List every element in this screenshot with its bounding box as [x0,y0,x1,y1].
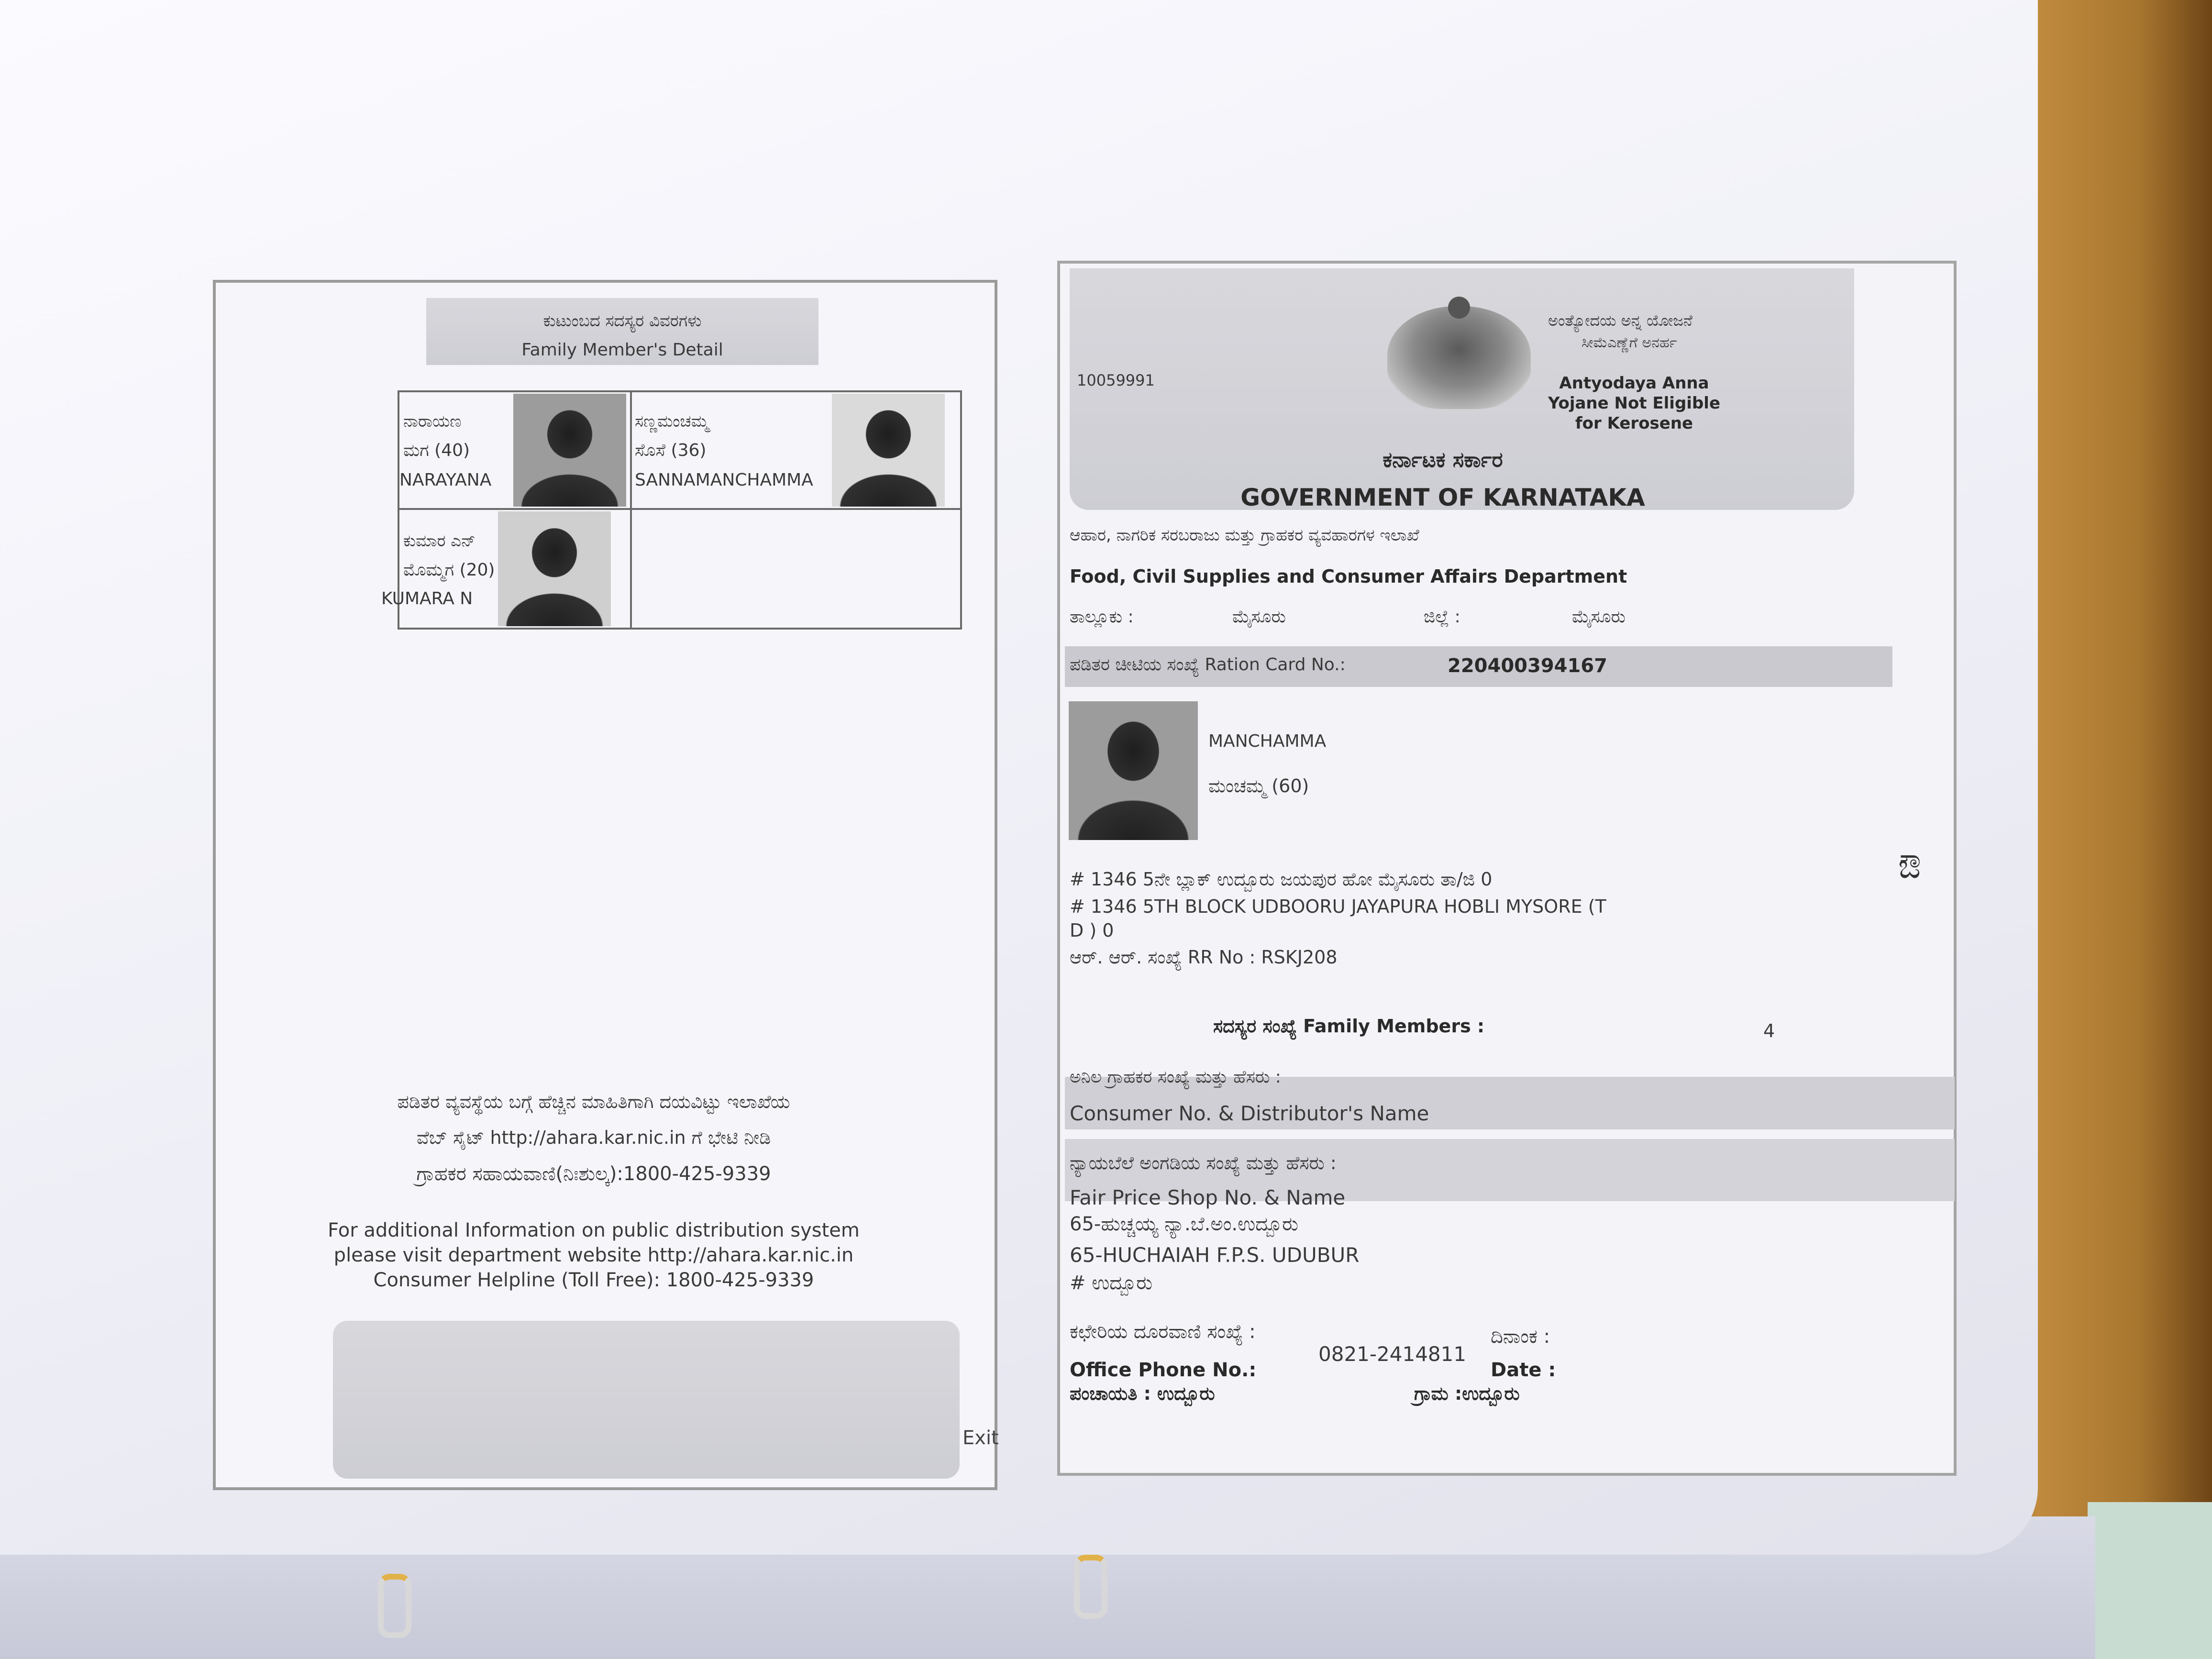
rr-number: ಆರ್. ಆರ್. ಸಂಖ್ಯೆ RR No : RSKJ208 [1070,947,1338,968]
scheme-en: Yojane Not Eligible [1548,394,1721,413]
holder-name-en: MANCHAMMA [1208,731,1327,751]
phone-label-kn: ಕಛೇರಿಯ ದೂರವಾಣಿ ಸಂಖ್ಯೆ : [1070,1321,1256,1343]
scheme-kn: ಸೀಮೆಎಣ್ಣೆಗೆ ಅನರ್ಹ [1582,334,1677,351]
address-kn: # 1346 5ನೇ ಬ್ಲಾಕ್ ಉದ್ಬೂರು ಜಯಪುರ ಹೋ ಮೈಸೂರು ತಾ/ಜಿ 0 [1070,869,1493,890]
scheme-kn: ಅಂತ್ಯೋದಯ ಅನ್ನ ಯೋಜನೆ [1548,311,1692,330]
member-name-en: KUMARA N [381,589,473,608]
date-label-kn: ದಿನಾಂಕ : [1491,1326,1550,1348]
taluk-label: ತಾಲ್ಲೂಕು : [1070,607,1134,627]
footer-shade [333,1321,960,1479]
family-header-kn: ಕುಟುಂಬದ ಸದಸ್ಯರ ವಿವರಗಳು [543,311,702,331]
consumer-label-en: Consumer No. & Distributor's Name [1070,1102,1429,1125]
dept-en: Food, Civil Supplies and Consumer Affairs Department [1070,566,1627,587]
date-label-en: Date : [1491,1359,1556,1381]
member-relation: ಮಗ (40) [403,441,470,460]
family-members-label: ಸದಸ್ಯರ ಸಂಖ್ಯೆ Family Members : [1213,1016,1485,1037]
address-en: D ) 0 [1070,920,1114,941]
fps-name-kn: 65-ಹುಚ್ಚಯ್ಯ ನ್ಯಾ.ಬೆ.ಅಂ.ಉದ್ಬೂರು [1070,1213,1298,1235]
karnataka-emblem-icon [1387,306,1531,409]
fps-name-en: 65-HUCHAIAH F.P.S. UDUBUR [1070,1243,1360,1267]
info-kn-line: ವೆಬ್ ಸೈಟ್ http://ahara.kar.nic.in ಗೆ ಭೇಟಿ ನೀಡಿ [416,1127,771,1148]
background-object [2088,1502,2212,1659]
scheme-en: for Kerosene [1575,414,1693,433]
family-header-en: Family Member's Detail [521,340,723,360]
fps-label-en: Fair Price Shop No. & Name [1070,1186,1346,1209]
info-kn-line: ಗ್ರಾಹಕರ ಸಹಾಯವಾಣಿ(ನಿಃಶುಲ್ಕ):1800-425-9339 [416,1163,771,1185]
panchayat: ಪಂಚಾಯತಿ : ಉದ್ಬೂರು [1070,1383,1215,1404]
member-relation: ಮೊಮ್ಮಗ (20) [403,560,495,580]
emblem-crest-icon [1448,297,1470,319]
member-name-kn: ನಾರಾಯಣ [403,412,462,431]
holder-name-kn: ಮಂಚಮ್ಮ (60) [1208,775,1309,796]
taluk-value: ಮೈಸೂರು [1232,607,1286,627]
card-id: 10059991 [1077,371,1155,389]
info-en-line: For additional Information on public distribution system [328,1219,860,1241]
consumer-label-kn: ಅನಿಲ ಗ್ರಾಹಕರ ಸಂಖ್ಯೆ ಮತ್ತು ಹೆಸರು : [1070,1067,1281,1087]
member-relation: ಸೊಸೆ (36) [635,441,707,460]
dept-kn: ಆಹಾರ, ನಾಗರಿಕ ಸರಬರಾಜು ಮತ್ತು ಗ್ರಾಹಕರ ವ್ಯವಹಾರಗಳ ಇಲಾಖೆ [1070,526,1419,545]
member-photo [498,511,611,626]
district-label: ಜಿಲ್ಲೆ : [1424,607,1460,627]
holder-photo [1069,701,1198,840]
ration-label: ಪಡಿತರ ಚೀಟಿಯ ಸಂಖ್ಯೆ Ration Card No.: [1070,655,1346,675]
member-name-kn: ಸಣ್ಣಮಂಚಮ್ಮ [635,412,709,431]
member-photo [832,394,945,507]
binder-ring [1074,1555,1107,1619]
info-en-line: please visit department website http://ahara.kar.nic.in [333,1244,854,1266]
exit-button[interactable]: Exit [962,1427,999,1449]
binder-ring [378,1574,411,1638]
member-name-en: SANNAMANCHAMMA [635,470,813,490]
gov-kn: ಕರ್ನಾಟಕ ಸರ್ಕಾರ [1382,448,1503,472]
fps-label-kn: ನ್ಯಾಯಬೆಲೆ ಅಂಗಡಿಯ ಸಂಖ್ಯೆ ಮತ್ತು ಹೆಸರು : [1070,1152,1337,1173]
village: ಗ್ರಾಮ :ಉದ್ಬೂರು [1414,1383,1520,1404]
family-members-panel [213,280,997,1490]
fps-place-kn: # ಉದ್ಬೂರು [1070,1272,1153,1294]
phone-number: 0821-2414811 [1318,1342,1467,1366]
member-name-kn: ಕುಮಾರ ಎನ್ [403,531,476,551]
ration-card-panel [1057,261,1957,1476]
family-members-count: 4 [1763,1020,1775,1041]
phone-label-en: Office Phone No.: [1070,1359,1257,1381]
ration-number: 220400394167 [1448,655,1607,677]
info-kn-line: ಪಡಿತರ ವ್ಯವಸ್ಥೆಯ ಬಗ್ಗೆ ಹೆಚ್ಚಿನ ಮಾಹಿತಿಗಾಗಿ ದಯವಿಟ್ಟು ಇಲಾಖೆಯ [397,1091,790,1112]
gov-en: GOVERNMENT OF KARNATAKA [1240,484,1645,511]
district-value: ಮೈಸೂರು [1572,607,1626,627]
scheme-en: Antyodaya Anna [1559,374,1709,393]
member-photo [513,394,626,507]
member-name-en: NARAYANA [399,470,492,490]
signature-mark-icon: ಔ [1898,847,1921,886]
address-en: # 1346 5TH BLOCK UDBOORU JAYAPURA HOBLI MYSORE (T [1070,896,1606,917]
info-en-line: Consumer Helpline (Toll Free): 1800-425-9339 [373,1269,814,1291]
